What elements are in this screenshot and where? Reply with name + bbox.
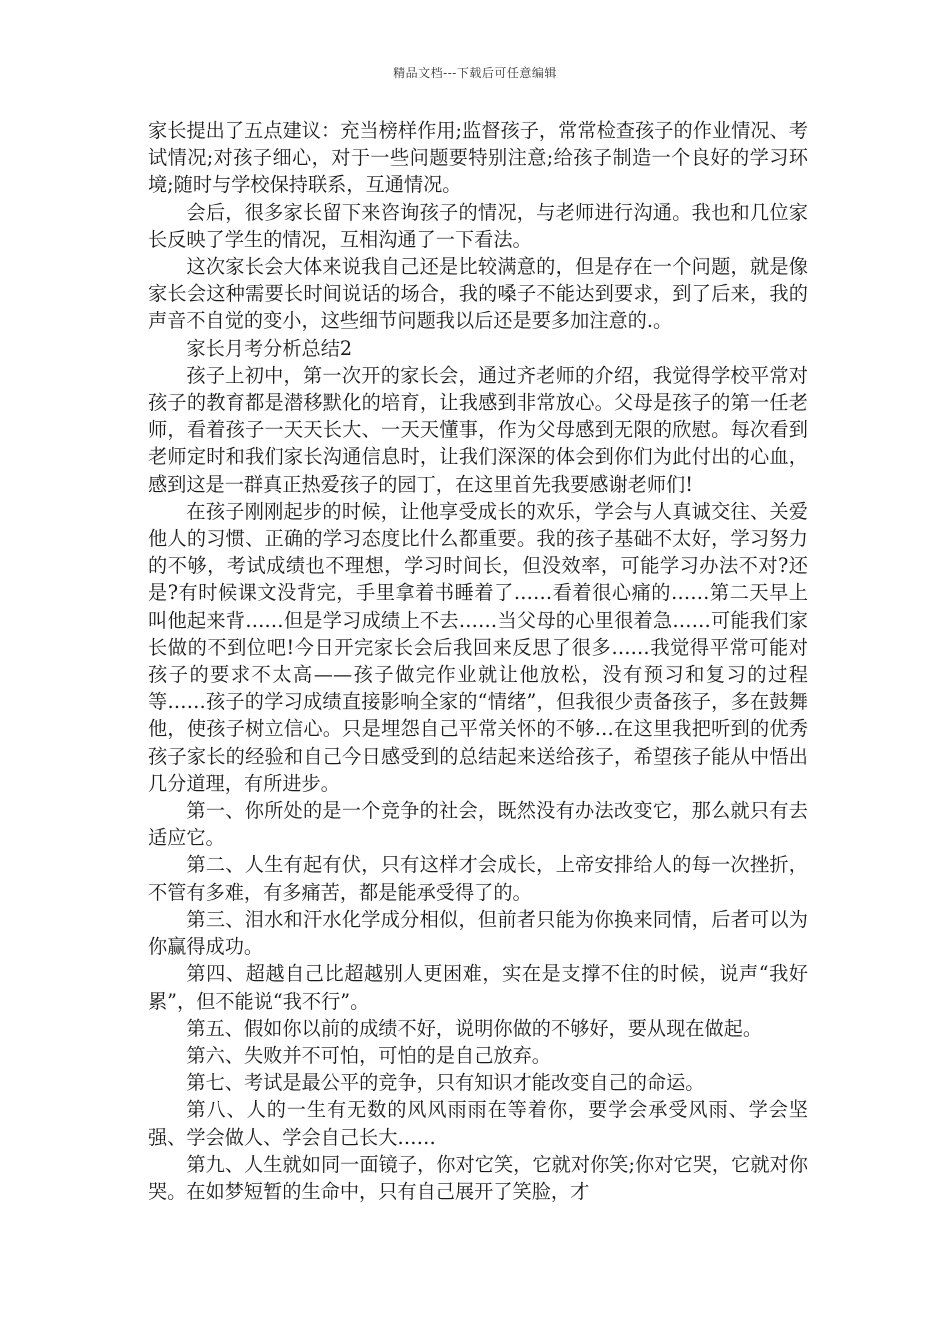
- list-item: 第八、人的一生有无数的风风雨雨在等着你，要学会承受风雨、学会坚强、学会做人、学会自己长大……: [148, 1098, 808, 1149]
- list-item: 第七、考试是最公平的竞争，只有知识才能改变自己的命运。: [186, 1071, 705, 1095]
- paragraph: 家长提出了五点建议：充当榜样作用;监督孩子，常常检查孩子的作业情况、考试情况;对孩子细心，对于一些问题要特别注意;给孩子制造一个良好的学习环境;随时与学校保持联系，互通情况。: [148, 119, 808, 197]
- list-item: 第五、假如你以前的成绩不好，说明你做的不够好，要从现在做起。: [186, 1016, 763, 1040]
- paragraph: 这次家长会大体来说我自己还是比较满意的，但是存在一个问题，就是像家长会这种需要长时间说话的场合，我的嗓子不能达到要求，到了后来，我的声音不自觉的变小，这些细节问题我以后还是要多加注意的.。: [148, 255, 808, 333]
- list-item: 第二、人生有起有伏，只有这样才会成长，上帝安排给人的每一次挫折，不管有多难，有多痛苦，都是能承受得了的。: [148, 853, 808, 904]
- page-header: 精品文档---下载后可任意编辑: [393, 66, 557, 80]
- list-item: 第四、超越自己比超越别人更困难，实在是支撑不住的时候，说声“我好累”，但不能说“我不行”。: [148, 962, 808, 1013]
- list-item: 第九、人生就如同一面镜子，你对它笑，它就对你笑;你对它哭，它就对你哭。在如梦短暂的生命中，只有自己展开了笑脸，才: [148, 1152, 808, 1203]
- section-heading: 家长月考分析总结2: [186, 336, 353, 360]
- paragraph: 孩子上初中，第一次开的家长会，通过齐老师的介绍，我觉得学校平常对孩子的教育都是潜移默化的培育，让我感到非常放心。父母是孩子的第一任老师，看着孩子一天天长大、一天天懂事，作为父母感到无限的欣慰。每次看到老师定时和我们家长沟通信息时，让我们深深的体会到你们为此付出的心血，感到这是一群真正热爱孩子的园丁，在这里首先我要感谢老师们!: [148, 363, 808, 496]
- list-item: 第三、泪水和汗水化学成分相似，但前者只能为你换来同情，后者可以为你赢得成功。: [148, 907, 808, 959]
- list-item: 第六、失败并不可怕，可怕的是自己放弃。: [186, 1043, 551, 1067]
- paragraph: 在孩子刚刚起步的时候，让他享受成长的欢乐，学会与人真诚交往、关爱他人的习惯、正确的学习态度比什么都重要。我的孩子基础不太好，学习努力的不够，考试成绩也不理想，学习时间长，但没效率，可能学习办法不对?还是?有时候课文没背完，手里拿着书睡着了……看着很心痛的……第二天早上叫他起来背……但是学习成绩上不去……当父母的心里很着急……可能我们家长做的不到位吧!今日开完家长会后我回来反思了很多……我觉得平常可能对孩子的要求不太高——孩子做完作业就让他放松，没有预习和复习的过程等……孩子的学习成绩直接影响全家的“情绪”，但我很少责备孩子，多在鼓舞他，使孩子树立信心。只是埋怨自己平常关怀的不够…在这里我把听到的优秀孩子家长的经验和自己今日感受到的总结起来送给孩子，希望孩子能从中悟出几分道理，有所进步。: [148, 499, 808, 795]
- list-item: 第一、你所处的是一个竞争的社会，既然没有办法改变它，那么就只有去适应它。: [148, 799, 808, 850]
- paragraph: 会后，很多家长留下来咨询孩子的情况，与老师进行沟通。我也和几位家长反映了学生的情况，互相沟通了一下看法。: [148, 200, 808, 251]
- document-body: [148, 117, 808, 1205]
